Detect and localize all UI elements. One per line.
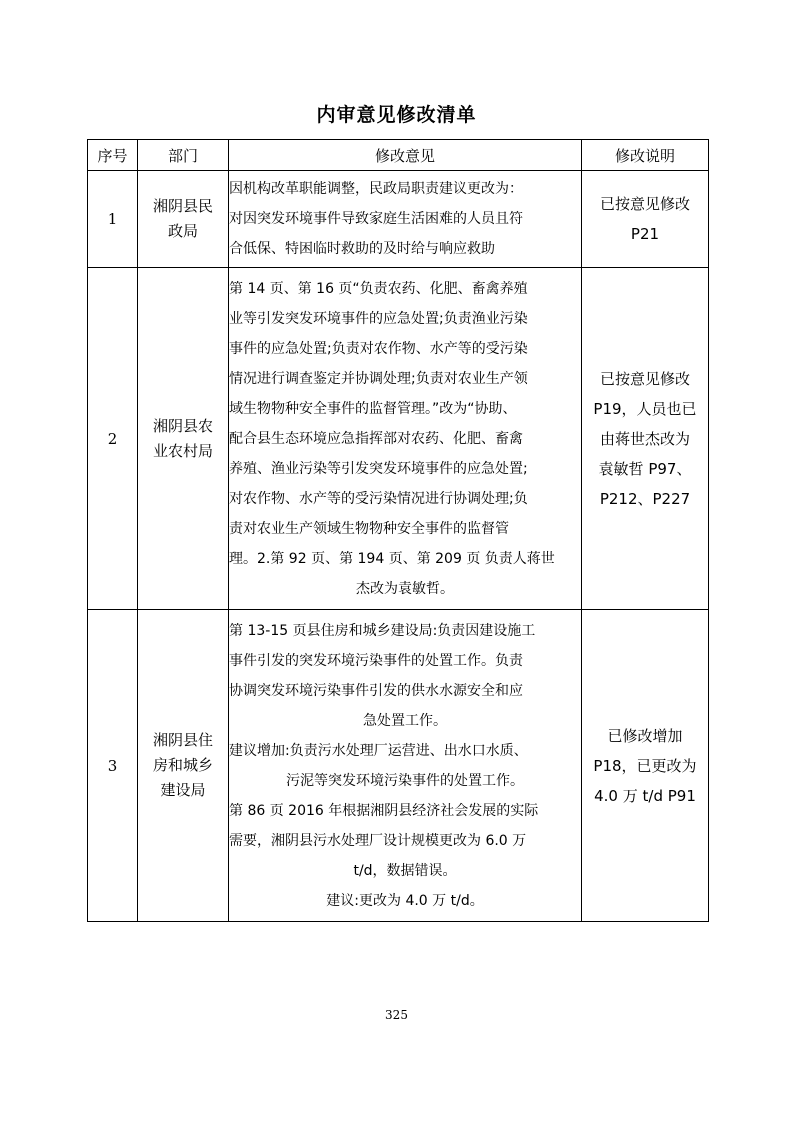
row-index: 2 [88,268,138,610]
note-line: P21 [630,225,660,243]
opinion-line: 建议增加:负责污水处理厂运营进、出水口水质、 [229,742,528,759]
note-line: 由蒋世杰改为 [599,429,690,448]
document-title: 内审意见修改清单 [316,104,477,126]
row-index: 3 [88,610,138,922]
note-line: 袁敏哲 P97、 [598,459,692,478]
note-line: P212、P227 [599,489,691,508]
header-opinion: 修改意见 [229,140,582,171]
opinion-line: 合低保、特困临时救助的及时给与响应救助 [229,241,495,257]
row-opinion [229,171,582,268]
opinion-line: 对农作物、水产等的受污染情况进行协调处理;负 [229,490,528,507]
note-line: 已按意见修改 [599,195,690,213]
table-row [88,268,709,610]
revision-table [87,139,709,922]
note-line: 已按意见修改 [599,369,690,388]
table-header-row [88,140,709,171]
department-line: 湘阴县农 [152,416,213,435]
note-line: 4.0 万 t/d P91 [594,786,696,805]
page-number: 325 [385,1008,408,1022]
note-line: P19，人员也已 [593,399,697,418]
opinion-line: 业等引发突发环境事件的应急处置;负责渔业污染 [229,310,528,327]
opinion-line: 协调突发环境污染事件引发的供水水源安全和应 [229,682,523,699]
row-opinion [229,268,582,610]
note-line: 已修改增加 [607,726,683,745]
row-department [138,268,229,610]
row-note [582,610,709,922]
department-line: 湘阴县住 [152,731,213,749]
opinion-line: 情况进行调查鉴定并协调处理;负责对农业生产领 [229,370,528,387]
header-note: 修改说明 [582,140,709,171]
opinion-line: 域生物物种安全事件的监督管理。”改为“协助、 [229,400,517,417]
row-index: 1 [88,171,138,268]
row-note [582,171,709,268]
department-line: 业农村局 [152,441,213,460]
opinion-line: 急处置工作。 [363,712,447,729]
table-row [88,610,709,922]
department-line: 房和城乡 [152,756,213,774]
row-department [138,610,229,922]
opinion-line: 杰改为袁敏哲。 [356,580,454,597]
row-department [138,171,229,268]
department-line: 政局 [167,222,198,240]
opinion-line: 对因突发环境事件导致家庭生活困难的人员且符 [229,211,523,227]
row-opinion [229,610,582,922]
opinion-line: 因机构改革职能调整，民政局职责建议更改为： [229,181,523,197]
header-index: 序号 [88,140,138,171]
table-row [88,171,709,268]
header-department: 部门 [138,140,229,171]
department-line: 建设局 [160,781,206,799]
opinion-line: 需要，湘阴县污水处理厂设计规模更改为 6.0 万 [229,832,527,849]
row-note [582,268,709,610]
opinion-line: 养殖、渔业污染等引发突发环境事件的应急处置; [229,460,528,477]
opinion-line: 第 13-15 页县住房和城乡建设局:负责因建设施工 [229,622,536,639]
opinion-line: 建议:更改为 4.0 万 t/d。 [326,892,484,909]
opinion-line: 理。2.第 92 页、第 194 页、第 209 页 负责人蒋世 [229,550,555,567]
department-line: 湘阴县民 [152,197,213,215]
opinion-line: 污泥等突发环境污染事件的处置工作。 [286,772,524,789]
opinion-line: t/d，数据错误。 [353,862,457,879]
opinion-line: 事件的应急处置;负责对农作物、水产等的受污染 [229,340,528,357]
opinion-line: 配合县生态环境应急指挥部对农药、化肥、畜禽 [229,430,523,447]
opinion-line: 事件引发的突发环境污染事件的处置工作。负责 [229,652,523,669]
opinion-line: 第 14 页、第 16 页“负责农药、化肥、畜禽养殖 [229,280,528,297]
opinion-line: 第 86 页 2016 年根据湘阴县经济社会发展的实际 [229,802,539,819]
opinion-line: 责对农业生产领域生物物种安全事件的监督管 [229,520,509,537]
note-line: P18，已更改为 [593,756,697,775]
